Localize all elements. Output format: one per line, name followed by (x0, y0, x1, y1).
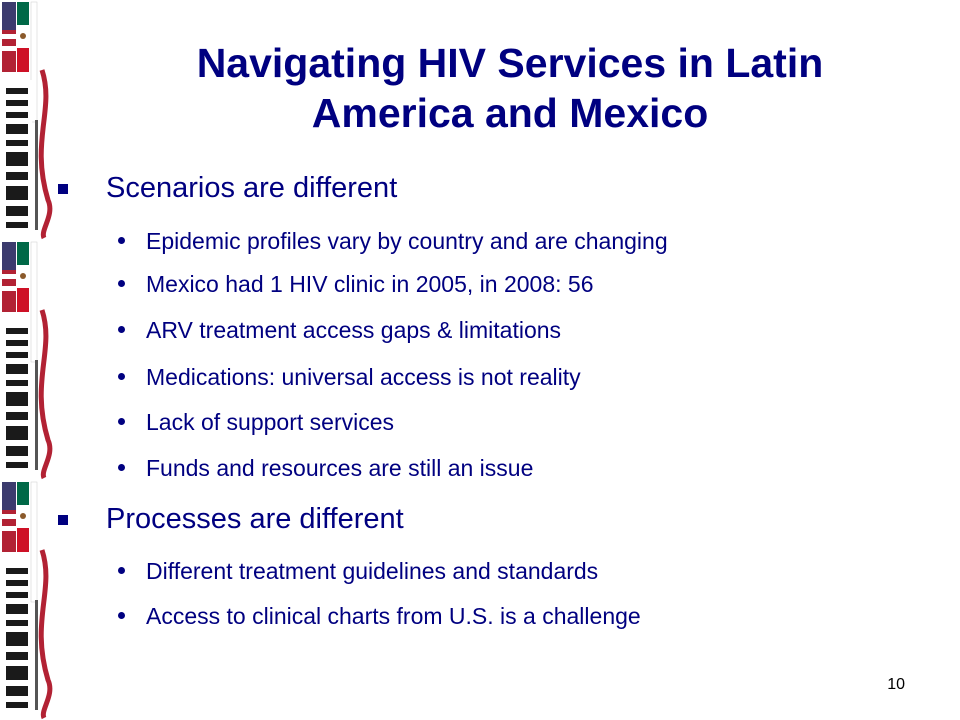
bullet-dot-icon (118, 612, 125, 619)
list-item-text: Access to clinical charts from U.S. is a challenge (146, 603, 641, 629)
umbrst-logo (0, 480, 58, 720)
section-heading-text: Processes are different (106, 503, 404, 535)
square-bullet-icon (58, 184, 68, 194)
slide-title-line-2: America and Mexico (311, 90, 709, 136)
slide-title-line-1: Navigating HIV Services in Latin (196, 40, 824, 86)
bullet-dot-icon (118, 464, 125, 471)
slide-title (60, 38, 960, 138)
square-bullet-icon (58, 515, 68, 525)
bullet-dot-icon (118, 373, 125, 380)
page-number: 10 (887, 676, 905, 693)
list-item-text: Lack of support services (146, 409, 395, 435)
list-item-text: Funds and resources are still an issue (146, 455, 534, 481)
bullet-dot-icon (118, 326, 125, 333)
list-item-text: Medications: universal access is not reality (146, 364, 581, 390)
bullet-dot-icon (118, 280, 125, 287)
bullet-dot-icon (118, 567, 125, 574)
umbrst-logo (0, 0, 58, 240)
list-item-text: Mexico had 1 HIV clinic in 2005, in 2008: 56 (146, 271, 594, 297)
logo-strip (0, 0, 58, 720)
list-item-text: Epidemic profiles vary by country and are changing (146, 228, 668, 254)
list-item-text: ARV treatment access gaps & limitations (146, 317, 562, 343)
umbrst-logo (0, 240, 58, 480)
bullet-dot-icon (118, 418, 125, 425)
section-heading-text: Scenarios are different (106, 172, 398, 204)
list-item-text: Different treatment guidelines and standards (146, 558, 599, 584)
bullet-dot-icon (118, 237, 125, 244)
